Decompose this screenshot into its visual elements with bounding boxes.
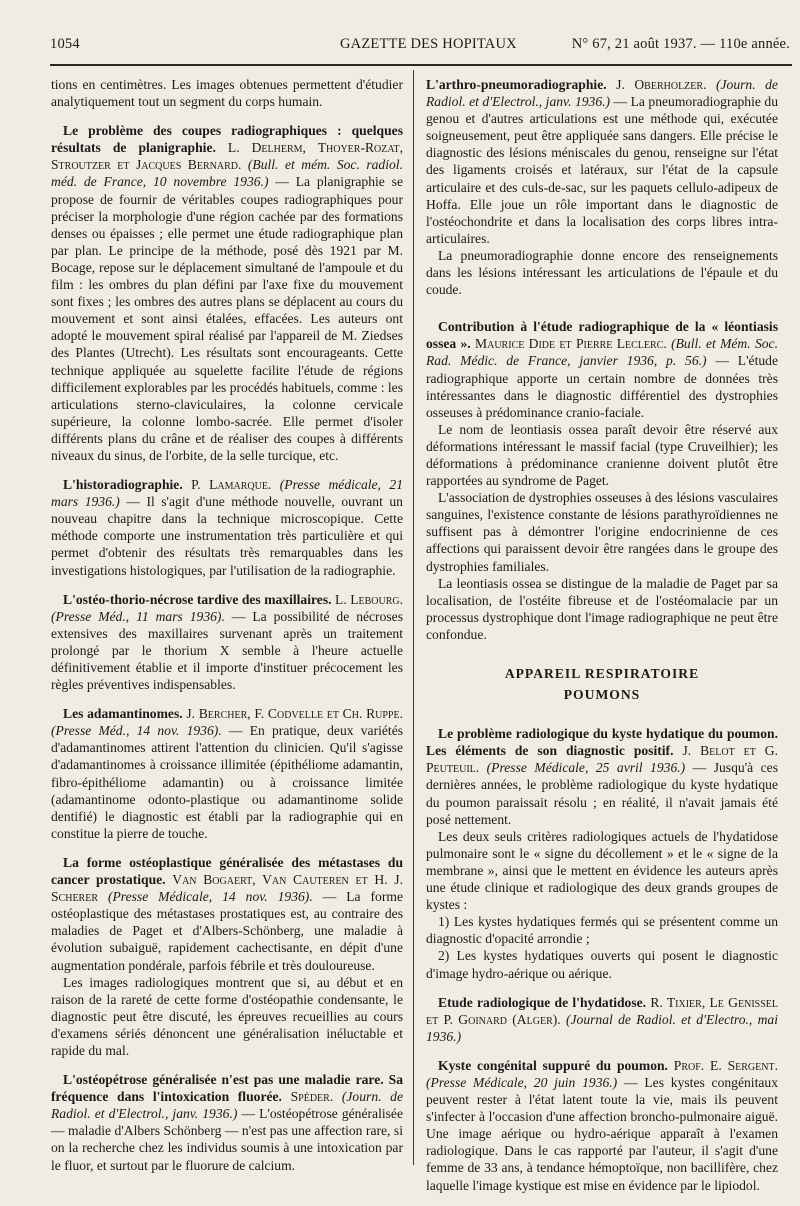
article-body: — Les kystes congénitaux peuvent rester à l'état latent toute la vie, mais ils peuvent s'infecter à l'occasion d'une affection broncho-pulmonaire aiguë. Une image aérique ou hydro-aérique apparaît à l'examen radiologique. Dans le cas rapporté par l'auteur, il s'agit d'une femme de 33 ans, à tendance hémoptoïque, non bacillifère, chez laquelle l'image kystique est mise en évidence par le lipiodol. [426,1074,778,1193]
article-body: — L'ostéopétrose généralisée — maladie d'Albers Schönberg — n'est pas une affection rare, si on la recherche chez les individus soumis à une intoxication par le fluor, et surtout par le fluorure de calcium. [51,1106,403,1173]
article-authors: J. Belot et G. Peuteuil. [426,743,778,776]
article-title: Kyste congénital suppuré du poumon. [438,1057,668,1073]
article-reference: (Journ. de Radiol. et d'Electrol., janv. 1936.) [51,1089,403,1122]
article-leontiasis [426,318,778,643]
header-rule [50,64,792,66]
article-reference: (Bull. et Mém. Soc. Rad. Médic. de France, janvier 1936, p. 56.) [426,336,778,369]
article-authors: J. Oberholzer. [616,77,707,92]
article-authors: L. Delherm, Thoyer-Rozat, Stroutzer et Jacques Bernard. [51,140,403,173]
article-kyste-hydatique [426,725,778,981]
article-body-paragraph: Le nom de leontiasis ossea paraît devoir être réservé aux déformations intéressant le massif facial (type Cruveilhier); les déformations à prédominance cranienne doivent plutôt être rapportées au syndrome de Paget. [426,421,778,489]
article-title: Contribution à l'étude radiographique de la « léontiasis ossea ». [426,319,778,352]
article-body-paragraph: Les images radiologiques montrent que si, au début et en raison de la rareté de cette forme d'ostéopathie condensante, le diagnostic peut être discuté, les épreuves recueillies au cours d'examens sériés dénoncent une généralisation inéluctable et rapide du mal. [51,974,403,1058]
list-item: 1) Les kystes hydatiques fermés qui se présentent comme un diagnostic d'opacité arrondie ; [426,914,778,947]
article-body: — La planigraphie se propose de fournir de véritables coupes radiographiques pour préciser la morphologie d'une région cachée par des formations denses ou épaisses ; elle permet une étude radiographique plan par plan. Le principe de la méthode, posé dès 1921 par M. Bocage, repose sur le déplacement simultané de l'ampoule et du film : les ombres du plan défini par l'axe fixe du mouvement sont fixes ; les ombres des autres plans se déplacent au cours du mouvement et sont ainsi étalées, effacées. Les auteurs ont adopté le mouvement spiral réalisé par l'appareil de M. Ziedses des Plantes (Utrecht). Les résultats sont encourageants. Cette technique appliquée au squelette facilite l'étude de régions difficilement explorables par les procédés habituels, comme : les articulations sterno-claviculaires, la colonne cervicale supérieure, la colonne lombo-sacrée. Elle permet d'isoler différents plans du crâne et de réaliser des coupes à différents niveaux du sinus, de l'orbite, de la selle turcique, etc. [51,174,403,463]
article-osteopetrose [51,1071,403,1174]
article-body: — La pneumoradiographie du genou et d'autres articulations est une méthode qui, exécutée soigneusement, peut être appliquée sans dangers. Elle précise le diagnostic des lésions méniscales du genou, renseigne sur l'état des ligaments croisés et latéraux, sur l'état de la capsule articulaire et des culs-de-sac, sur les paquets cellulo-adipeux de Hoffa. Elle joue un rôle important dans le diagnostic de l'ostéochondrite et dans la localisation des corps libres intra-articulaires. [426,94,778,246]
page-number: 1054 [50,36,80,52]
article-intro [51,76,403,110]
article-body-paragraph: La pneumoradiographie donne encore des renseignements dans les lésions intéressant les articulations de l'épaule et du coude. [426,247,778,298]
article-reference: (Presse Médicale, 14 nov. 1936). [107,889,313,905]
article-title: L'ostéopétrose généralisée n'est pas une maladie rare. Sa fréquence dans l'intoxication fluorée. [51,1072,403,1105]
section-heading: APPAREIL RESPIRATOIRE [504,666,700,681]
article-authors: L. Lebourg. [335,591,404,607]
article-authors: Maurice Dide et Pierre Leclerc. [475,336,667,352]
article-title: Le problème des coupes radiographiques : quelques résultats de planigraphie. [51,123,403,156]
article-title: Les adamantinomes. [63,706,183,722]
article-body: — Jusqu'à ces dernières années, le problème radiologique du kyste hydatique du poumon paraissait résolu ; en réalité, il n'avait jamais été posé nettement. [426,760,779,827]
article-adamantinomes [51,705,403,842]
article-reference: (Bull. et mém. Soc. radiol. méd. de France, 10 novembre 1936.) [51,157,403,190]
article-body-paragraph: La leontiasis ossea se distingue de la maladie de Paget par sa localisation, de l'ostéite fibreuse et de l'ostéomalacie par un processus dystrophique dont l'image radiographique ne peut être confondue. [426,575,778,642]
column-divider [413,70,414,1165]
article-body: — L'étude radiographique apporte un certain nombre de données très intéressantes dans le diagnostic différentiel des dystrophies osseuses à prédominance cranio-faciale. [426,353,778,420]
article-osteo-thorio-necrose [51,591,403,694]
article-body: — Il s'agit d'une méthode nouvelle, ouvrant un nouveau chapitre dans la technique microscopique. Cette méthode comporte une instrumentation très particulière et qui permet d'obtenir des résultats très remarquables dans les investigations histologiques, par l'utilisation de la radiographie. [51,494,403,578]
article-arthro-pneumoradiographie [426,76,778,298]
article-reference: (Presse Médicale, 20 juin 1936.) [426,1074,618,1090]
article-reference: (Presse Méd., 14 nov. 1936). [51,723,222,739]
right-column [426,76,778,1206]
intro-text: tions en centimètres. Les images obtenues permettent d'étudier analytiquement tout un segment du corps humain. [51,77,403,110]
article-reference: (Journal de Radiol. et d'Electro., mai 1936.) [426,1011,778,1044]
article-body: — La forme ostéoplastique des métastases prostatiques est, au contraire des maladies de Paget et d'Albers-Schönberg, une maladie à évolution subaiguë, rapidement cachectisante, en dépit d'une augmentation pondérale, parfois fébrile et très douloureuse. [51,889,403,973]
article-reference: (Presse Médicale, 25 avril 1936.) [486,760,686,776]
article-reference: (Journ. de Radiol. et d'Electrol., janv. 1936.) [426,77,778,110]
article-planigraphie [51,122,403,464]
article-body-paragraph: L'association de dystrophies osseuses à des lésions vasculaires sanguines, l'existence constante de lésions parathyroïdiennes ne suffisent pas à démontrer l'origine endocrinienne de ces affections qui paraissent devoir être rangées dans le groupe des dystrophies familiales. [426,490,778,574]
issue-info: N° 67, 21 août 1937. — 110e année. [571,36,790,52]
article-authors: Van Bogaert, Van Cauteren et H. J. Scherer [51,872,403,905]
article-authors: P. Lamarque. [191,477,272,493]
list-item: 2) Les kystes hydatiques ouverts qui posent le diagnostic d'image hydro-aérique ou aérique. [426,948,778,981]
article-body-paragraph: Les deux seuls critères radiologiques actuels de l'hydatidose pulmonaire sont le « signe du décollement » et le « signe de la membrane », ainsi que le mettent en évidence les auteurs après une étude clinique et radiologique des deux grands groupes de kystes : [426,828,778,913]
article-title: L'historadiographie. [63,477,183,493]
left-column [51,76,403,1186]
article-reference: (Presse médicale, 21 mars 1936.) [51,477,403,510]
article-authors: Prof. E. Sergent. [673,1057,778,1073]
page-header [50,36,790,58]
article-title: L'ostéo-thorio-nécrose tardive des maxillaires. [63,591,332,607]
article-authors: J. Bercher, F. Codvelle et Ch. Ruppe. [186,706,403,722]
article-title: La forme ostéoplastique généralisée des métastases du cancer prostatique. [51,854,403,888]
article-historadiographie [51,476,403,579]
article-kyste-congenital [426,1057,778,1194]
article-reference: (Presse Méd., 11 mars 1936). [51,608,225,624]
article-body: — En pratique, deux variétés d'adamantinomes attirent l'attention du clinicien. Qu'il s'agisse d'adamantinomes à croissance illimitée (épithéliome adamantin, fibro-épithéliome adamantin) ou à croissance limitée (adamantinome odonto-plastique ou adamantinome solide dentifié) le diagnostic est établi par la radiographie qui en constitue la pierre de touche. [51,723,404,841]
article-authors: Spéder. [290,1089,334,1105]
subsection-heading: POUMONS [563,687,641,703]
article-cancer-prostatique [51,854,403,1059]
article-title: Etude radiologique de l'hydatidose. [438,994,647,1010]
journal-title: GAZETTE DES HOPITAUX [340,36,517,52]
article-title: Le problème radiologique du kyste hydatique du poumon. Les éléments de son diagnostic positif. [426,726,778,759]
article-hydatidose [426,994,778,1045]
article-body: — La possibilité de nécroses extensives des maxillaires survenant après un traitement prolongé par le thorium X semble à l'heure actuelle définitivement établie et il importe d'instituer précocement les règles préventives indispensables. [51,608,403,693]
article-title: L'arthro-pneumoradiographie. [426,77,607,92]
article-authors: R. Tixier, Le Genissel et P. Goinard (Alger). [426,994,778,1027]
